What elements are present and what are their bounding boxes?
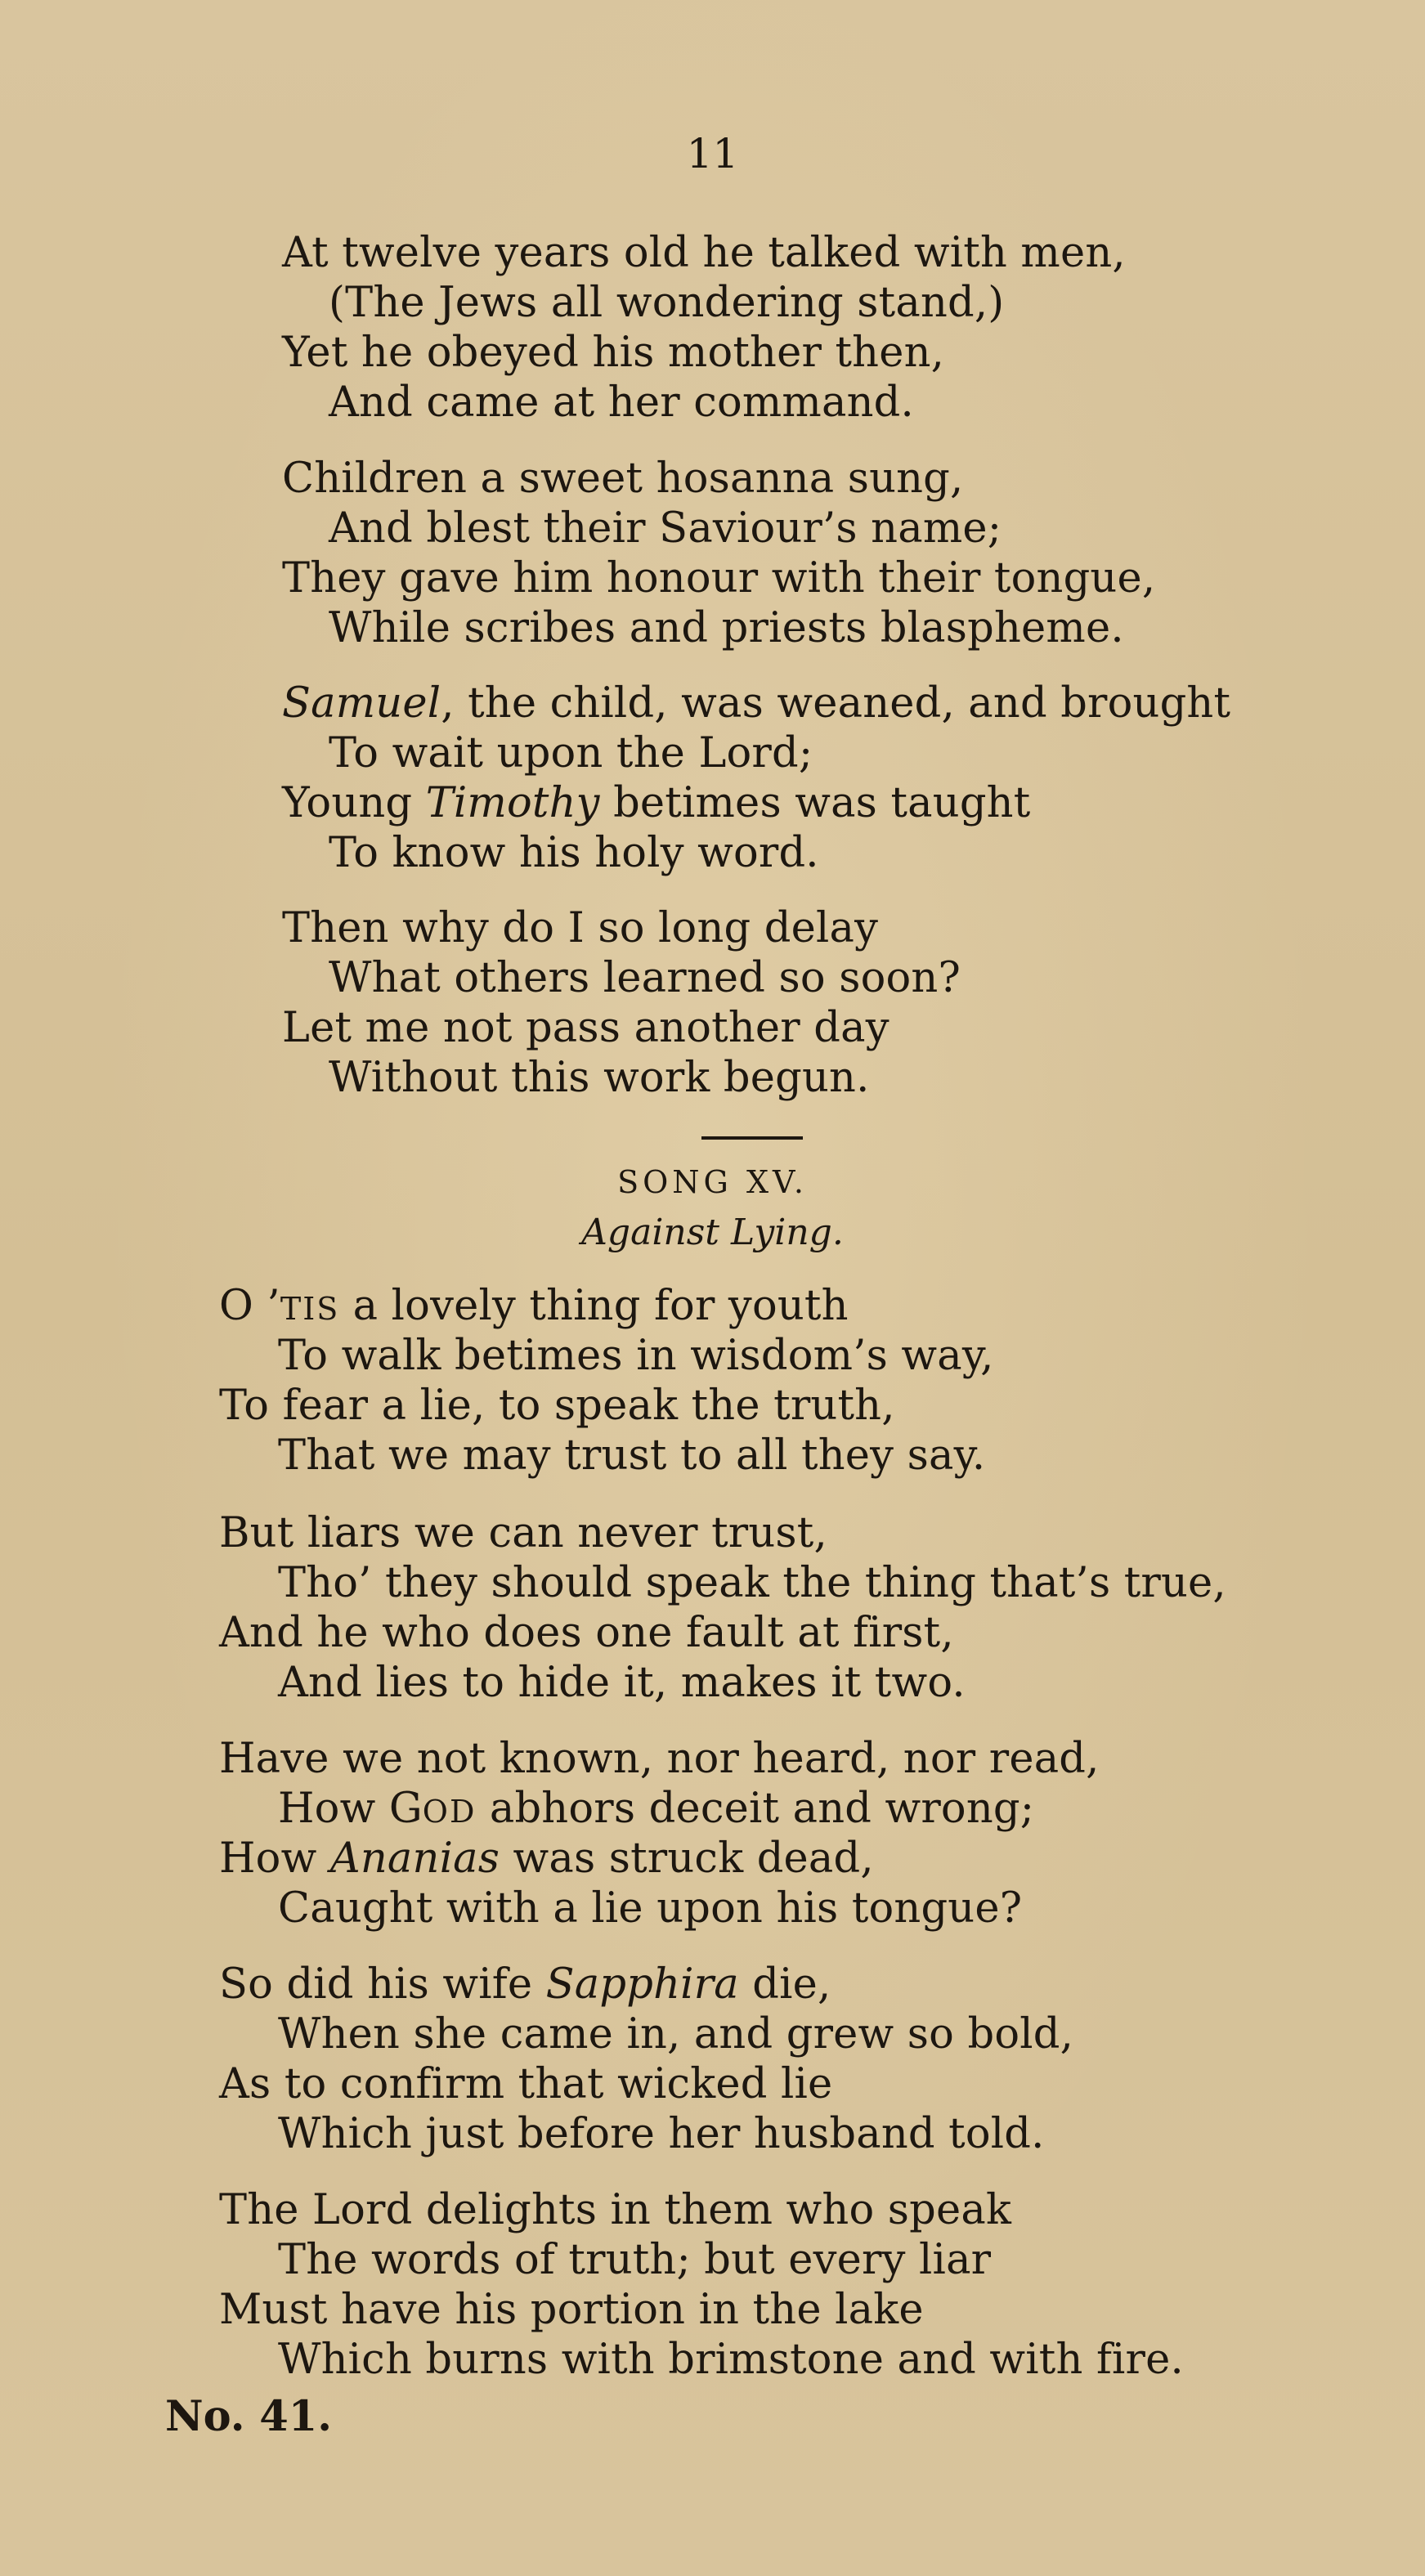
verse-line: As to confirm that wicked lie xyxy=(219,2060,833,2108)
verse-line: Which burns with brimstone and with fire. xyxy=(278,2336,1184,2384)
verse-line: Samuel, the child, was weaned, and brought xyxy=(282,679,1231,728)
verse-line: Yet he obeyed his mother then, xyxy=(282,329,945,377)
song-title: SONG XV. xyxy=(617,1164,808,1200)
verse-line: Caught with a lie upon his tongue? xyxy=(278,1884,1023,1933)
verse-line: (The Jews all wondering stand,) xyxy=(329,279,1005,327)
verse-line: They gave him honour with their tongue, xyxy=(282,554,1156,603)
page-number: 11 xyxy=(686,130,739,177)
verse-line: To wait upon the Lord; xyxy=(329,729,813,777)
verse-line: Let me not pass another day xyxy=(282,1004,890,1052)
verse-line: Without this work begun. xyxy=(329,1054,870,1102)
signature-mark: No. 41. xyxy=(165,2392,332,2441)
section-divider xyxy=(701,1136,803,1140)
verse-line: Have we not known, nor heard, nor read, xyxy=(219,1735,1100,1783)
verse-line: While scribes and priests blaspheme. xyxy=(329,604,1124,652)
verse-line: Children a sweet hosanna sung, xyxy=(282,455,964,503)
verse-line: To know his holy word. xyxy=(329,829,819,877)
verse-line: Which just before her husband told. xyxy=(278,2110,1045,2158)
verse-line: But liars we can never trust, xyxy=(219,1509,827,1557)
verse-line: And he who does one fault at first, xyxy=(219,1609,954,1657)
verse-line: The Lord delights in them who speak xyxy=(219,2186,1012,2234)
verse-line: The words of truth; but every liar xyxy=(278,2236,992,2284)
verse-line: To walk betimes in wisdom’s way, xyxy=(278,1332,994,1380)
verse-line: So did his wife Sapphira die, xyxy=(219,1960,831,2009)
verse-line: That we may trust to all they say. xyxy=(278,1431,986,1480)
verse-line: Young Timothy betimes was taught xyxy=(282,779,1031,827)
verse-line: When she came in, and grew so bold, xyxy=(278,2010,1074,2059)
verse-line: And lies to hide it, makes it two. xyxy=(278,1659,966,1707)
verse-line: At twelve years old he talked with men, xyxy=(282,229,1126,277)
verse-line: How Ananias was struck dead, xyxy=(219,1835,874,1883)
verse-line: O ’TIS a lovely thing for youth xyxy=(219,1282,849,1330)
verse-line: And blest their Saviour’s name; xyxy=(329,504,1002,553)
verse-line: Tho’ they should speak the thing that’s true, xyxy=(278,1559,1226,1607)
verse-line: And came at her command. xyxy=(329,379,914,427)
verse-line: To fear a lie, to speak the truth, xyxy=(219,1382,895,1430)
verse-line: What others learned so soon? xyxy=(329,954,961,1002)
verse-line: How GOD abhors deceit and wrong; xyxy=(278,1785,1035,1833)
song-subtitle: Against Lying. xyxy=(581,1212,844,1253)
verse-line: Then why do I so long delay xyxy=(282,904,879,952)
verse-line: Must have his portion in the lake xyxy=(219,2286,924,2334)
